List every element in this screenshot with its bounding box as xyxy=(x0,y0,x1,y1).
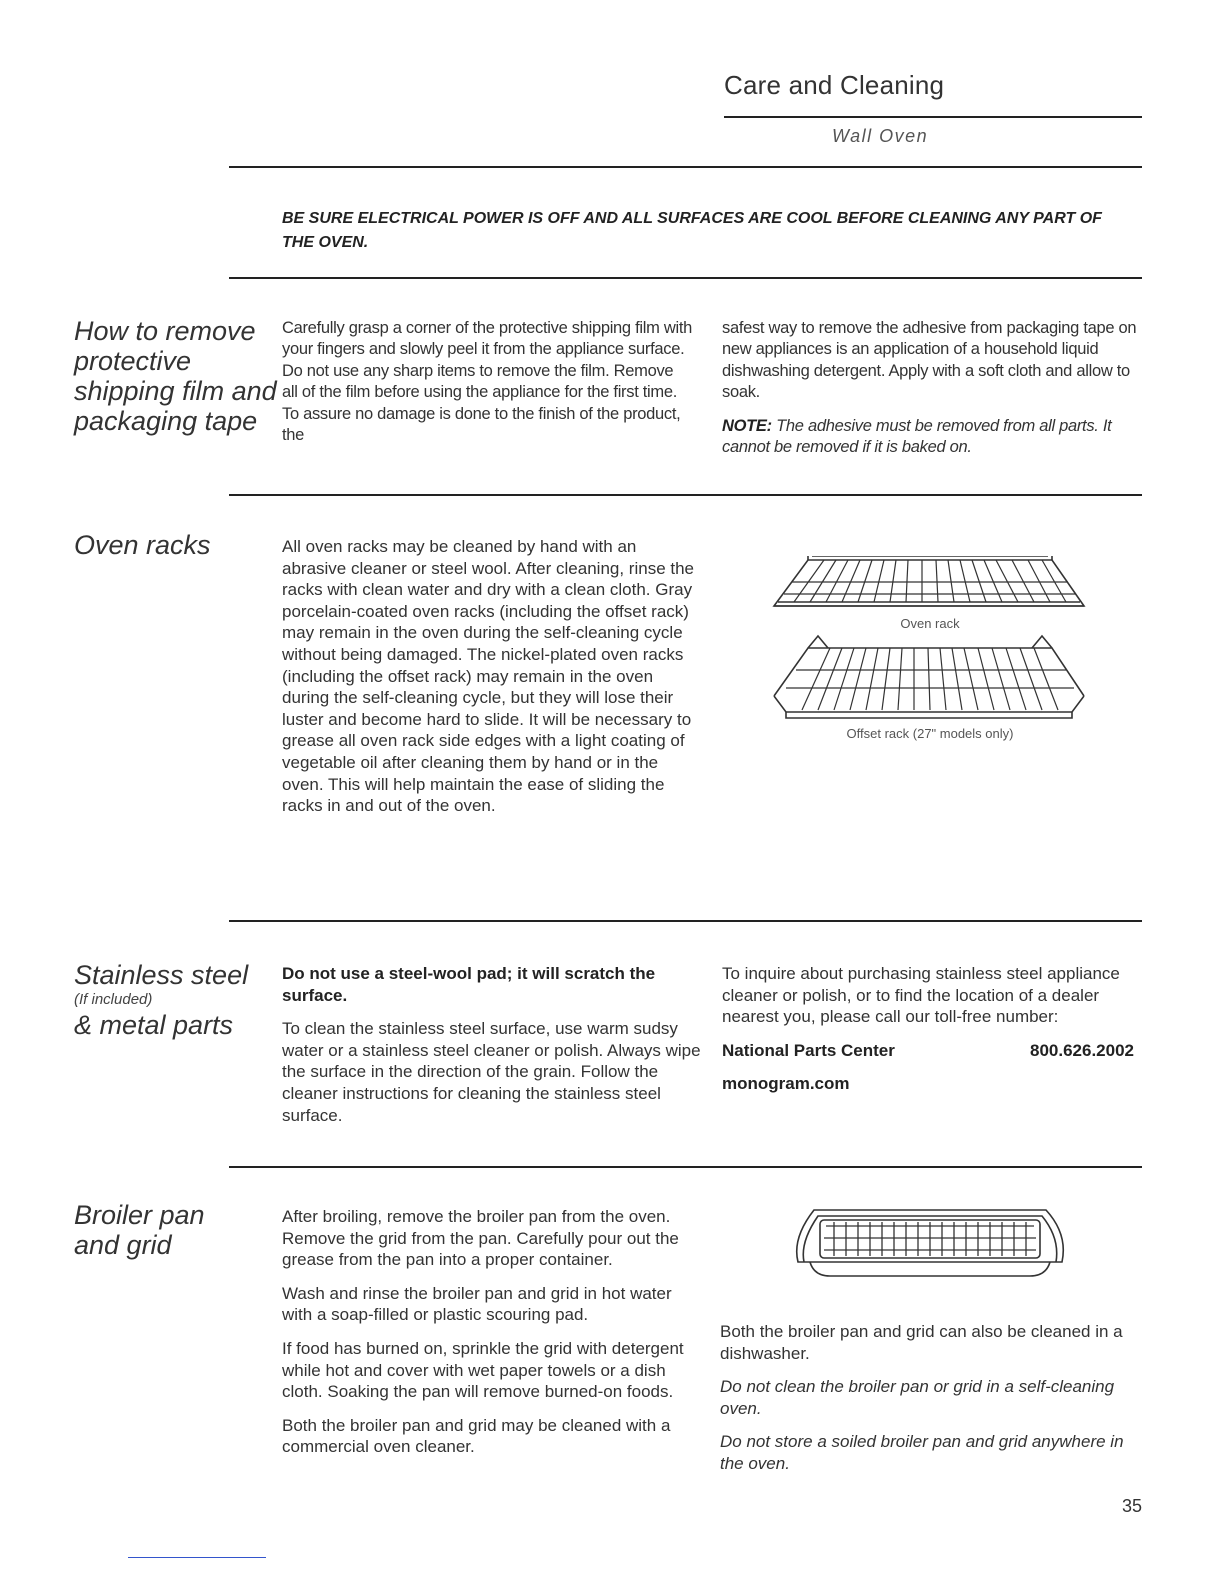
section-divider xyxy=(229,920,1142,922)
section-title-broiler xyxy=(74,1200,205,1260)
offset-rack-caption: Offset rack (27" models only) xyxy=(846,726,1014,741)
title-line: How to remove xyxy=(74,316,256,346)
broiler-p3: If food has burned on, sprinkle the grid with detergent while hot and cover with wet paper towels or a dish cloth. Soaking the pan will remove burned-on foods. xyxy=(282,1338,684,1402)
racks-text: All oven racks may be cleaned by hand with an abrasive cleaner or steel wool. After cleaning, rinse the racks with clean water and dry with a clean cloth. Gray porcelain-coated oven racks (including the offset rack) may remain in the oven during the self-cleaning cycle without being damaged. The nickel-plated oven racks (including the offset rack) may remain in the oven during the self-cleaning cycle, but they will lose their luster and become hard to slide. It will be necessary to grease all oven rack side edges with a light coating of vegetable oil after cleaning them by hand or in the oven. This will help maintain the ease of sliding the racks in and out of the oven. xyxy=(282,537,695,816)
oven-rack-illustration xyxy=(772,556,1088,612)
page-number: 35 xyxy=(1122,1496,1143,1516)
page-title: Care and Cleaning xyxy=(724,70,945,100)
shipping-note xyxy=(722,416,1137,459)
shipping-right-text: safest way to remove the adhesive from packaging tape on new appliances is an application of a household liquid dishwashing detergent. Apply with a soft cloth and allow to soak. xyxy=(722,319,1137,402)
stainless-contact-text: To inquire about purchasing stainless steel appliance cleaner or polish, or to find the location of a dealer nearest you, please call our toll-free number: xyxy=(722,964,1120,1027)
broiler-r2: Do not clean the broiler pan or grid in a self-cleaning oven. xyxy=(720,1377,1115,1418)
shipping-left-text: Carefully grasp a corner of the protective shipping film with your fingers and slowly peel it from the appliance surface. Do not use any sharp items to remove the film. Remove all of the film before using the appliance for the first time. To assure no damage is done to the finish of the product, the xyxy=(282,319,692,445)
title-line: protective xyxy=(74,346,192,376)
section-title-shipping xyxy=(74,316,277,436)
section-title-racks: Oven racks xyxy=(74,530,211,560)
website-link[interactable]: monogram.com xyxy=(722,1074,850,1094)
page-subtitle: Wall Oven xyxy=(832,126,929,146)
parts-center-label: National Parts Center xyxy=(722,1040,895,1060)
broiler-p1: After broiling, remove the broiler pan from the oven. Remove the grid from the pan. Carefully pour out the grease from the pan into a proper container. xyxy=(282,1207,679,1270)
broiler-p2: Wash and rinse the broiler pan and grid in hot water with a soap-filled or plastic scouring pad. xyxy=(282,1283,672,1325)
title-line: shipping film and xyxy=(74,376,277,406)
stainless-text: To clean the stainless steel surface, use warm sudsy water or a stainless steel cleaner or polish. Always wipe the surface in the direction of the grain. Follow the cleaner instructions for cleaning the stainless steel surface. xyxy=(282,1019,701,1125)
title-line: packaging tape xyxy=(74,406,258,436)
stainless-warning: Do not use a steel-wool pad; it will scratch the surface. xyxy=(282,964,656,1005)
note-label: NOTE: xyxy=(722,416,772,435)
title-note: (If included) xyxy=(74,991,153,1008)
broiler-left-column xyxy=(282,1206,697,1470)
broiler-r3: Do not store a soiled broiler pan and grid anywhere in the oven. xyxy=(720,1432,1124,1473)
title-line: & metal parts xyxy=(74,1010,234,1040)
broiler-r1: Both the broiler pan and grid can also be cleaned in a dishwasher. xyxy=(720,1322,1123,1363)
broiler-pan-illustration xyxy=(790,1204,1072,1280)
stainless-right-column xyxy=(722,963,1137,1095)
stainless-left-column xyxy=(282,963,702,1138)
title-line: and grid xyxy=(74,1230,172,1260)
section-divider xyxy=(229,1166,1142,1168)
broiler-p4: Both the broiler pan and grid may be cleaned with a commercial oven cleaner. xyxy=(282,1415,671,1457)
offset-rack-illustration xyxy=(772,634,1088,720)
parts-center-phone: 800.626.2002 xyxy=(1030,1040,1134,1060)
header-divider xyxy=(724,116,1142,118)
note-text: The adhesive must be removed from all parts. It cannot be removed if it is baked on. xyxy=(722,416,1112,457)
title-line: Broiler pan xyxy=(74,1200,205,1230)
section-divider xyxy=(229,166,1142,168)
broiler-right-column xyxy=(720,1321,1140,1487)
shipping-right-column xyxy=(722,318,1137,470)
footer-divider xyxy=(128,1557,266,1558)
title-line: Stainless steel xyxy=(74,960,249,990)
safety-warning: BE SURE ELECTRICAL POWER IS OFF AND ALL SURFACES ARE COOL BEFORE CLEANING ANY PART OF THE OVEN. xyxy=(282,210,1102,251)
section-title-stainless xyxy=(74,960,248,1040)
section-divider xyxy=(229,494,1142,496)
oven-rack-caption: Oven rack xyxy=(900,616,960,631)
parts-center-row xyxy=(722,1040,1134,1062)
section-divider xyxy=(229,277,1142,279)
